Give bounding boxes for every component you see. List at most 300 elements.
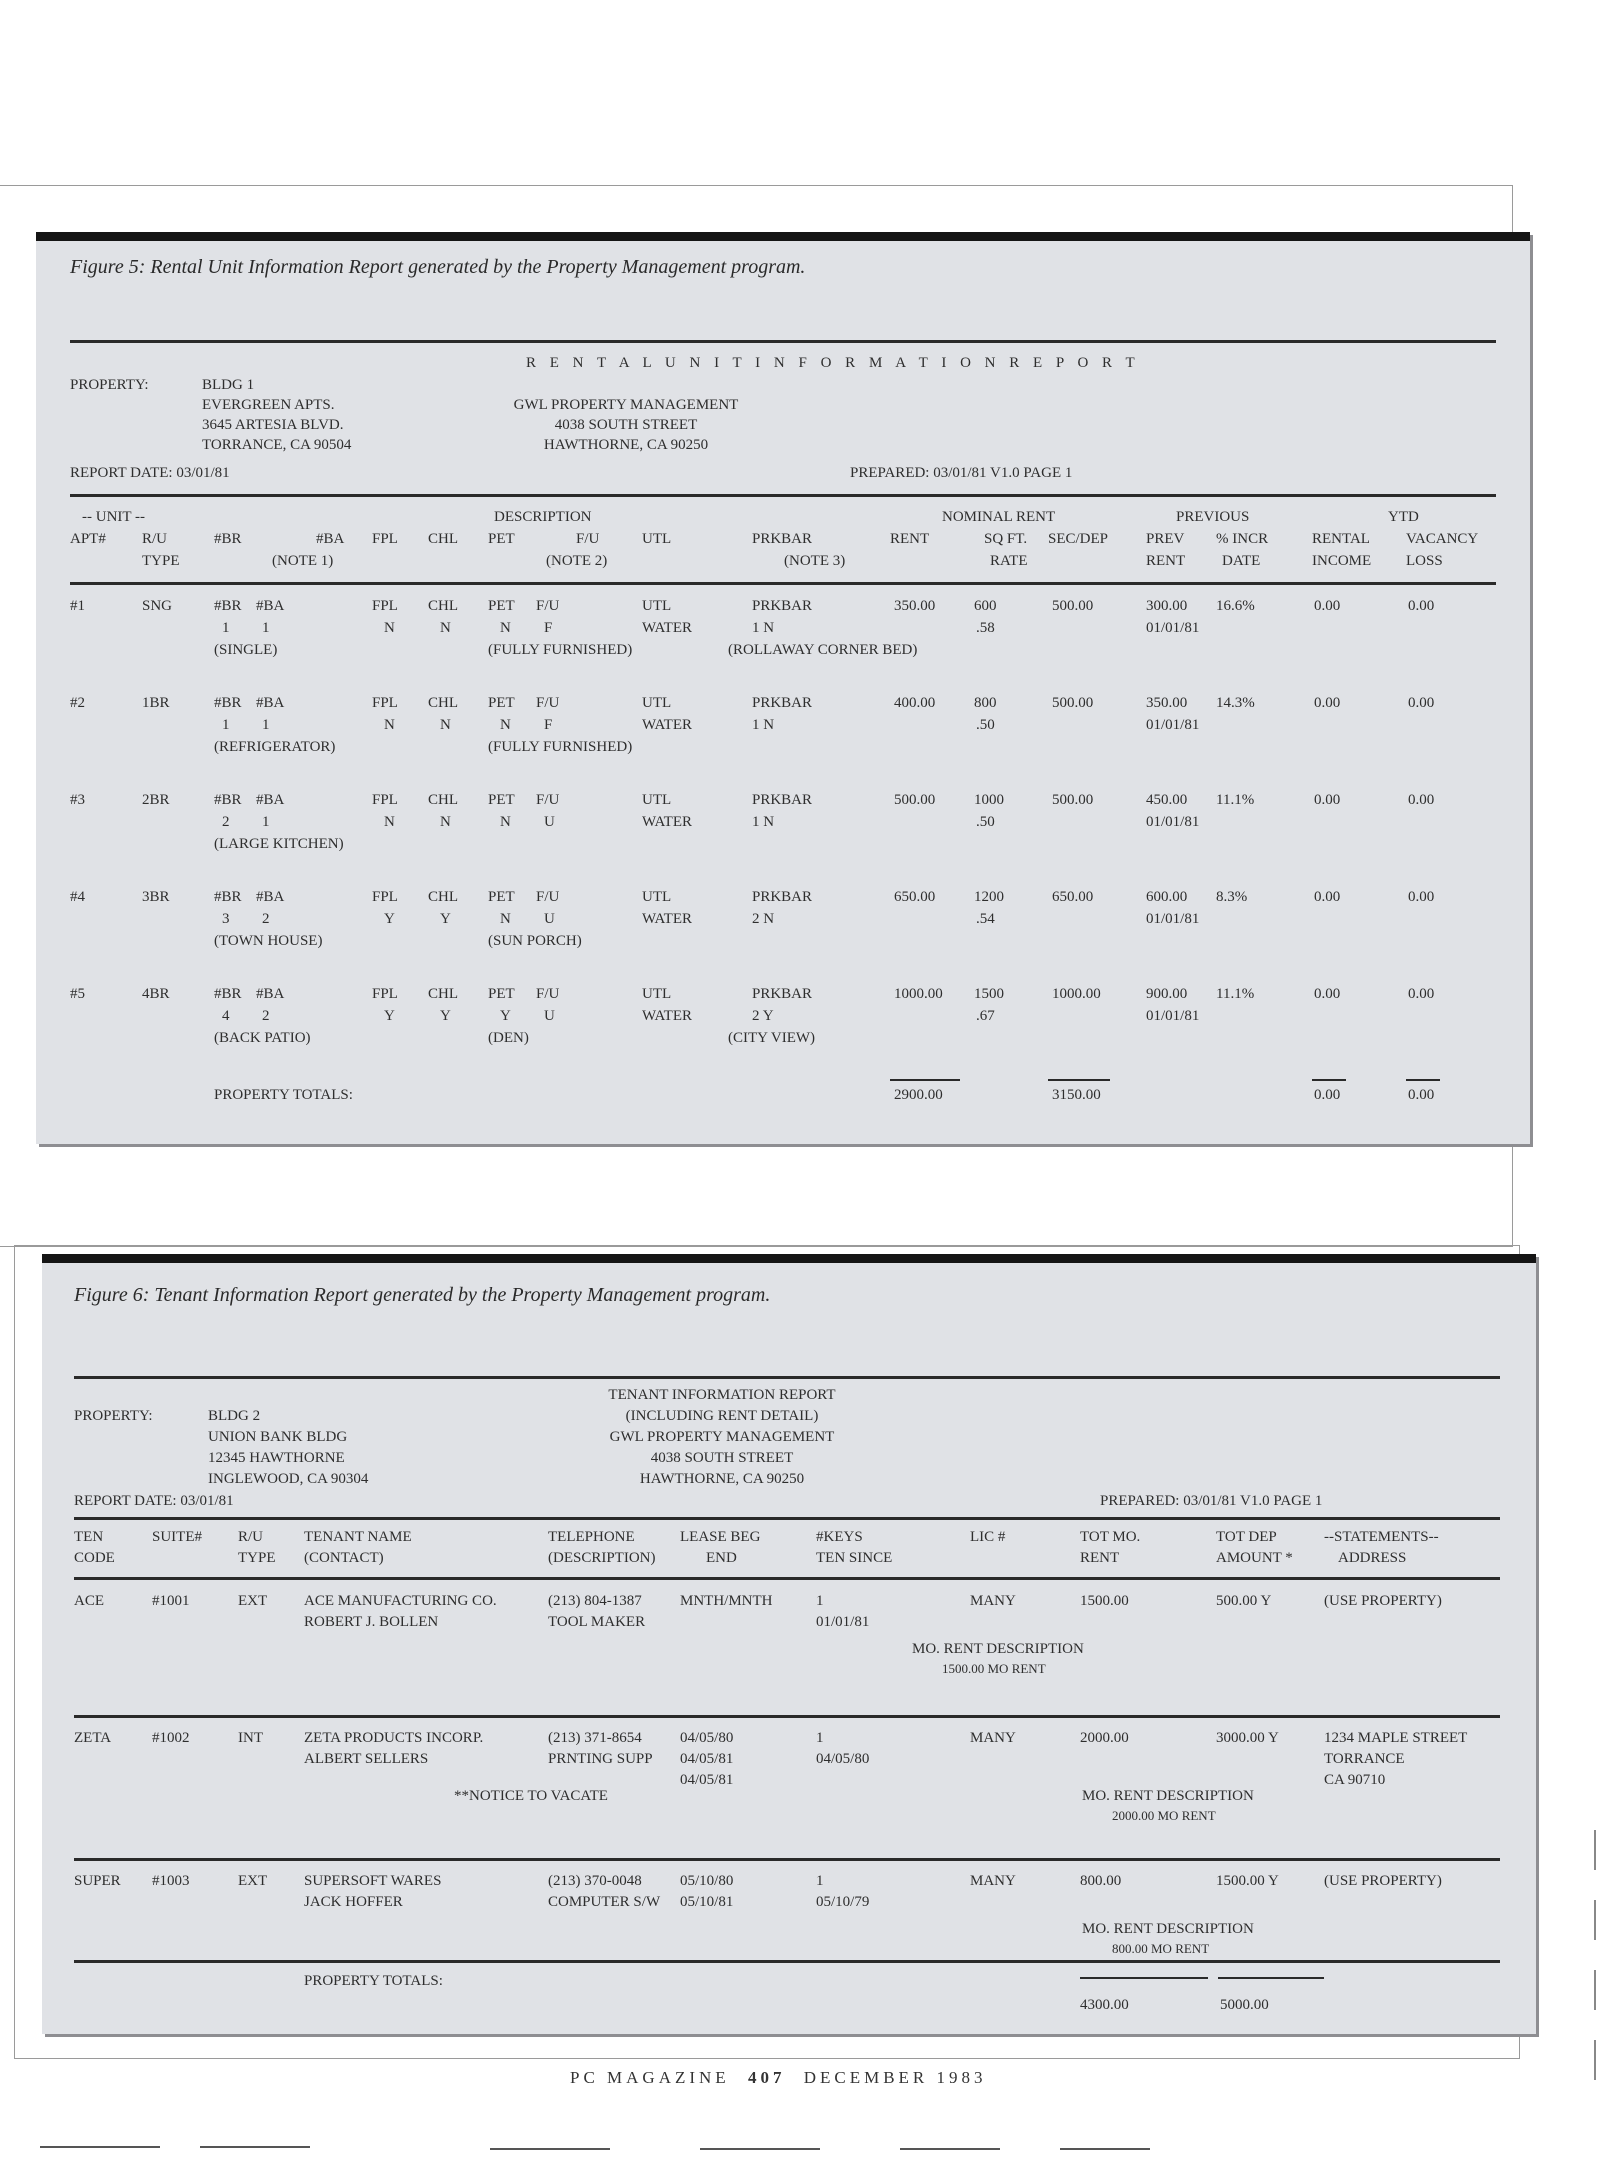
f5-sec: 500.00: [1052, 792, 1094, 808]
figure5-col-subheader: (NOTE 1): [272, 553, 334, 569]
f5-utl-label: UTL: [642, 986, 672, 1002]
f5-income: 0.00: [1314, 695, 1341, 711]
figure6-property-line: BLDG 2: [208, 1408, 261, 1424]
f6-lease: 04/05/80: [680, 1730, 734, 1746]
f6-lic: MANY: [970, 1730, 1016, 1746]
figure5-col-subheader: (NOTE 2): [546, 553, 608, 569]
f6-name: ACE MANUFACTURING CO.: [304, 1593, 497, 1609]
figure5-col-header: % INCR: [1216, 531, 1269, 547]
f5-ba: 1: [262, 620, 270, 636]
f6-since: 04/05/80: [816, 1751, 870, 1767]
f6-rent: 1500.00: [1080, 1593, 1129, 1609]
f6-code: ZETA: [74, 1730, 112, 1746]
figure6-col-header: TELEPHONE: [548, 1529, 635, 1545]
f6-contact: ALBERT SELLERS: [304, 1751, 429, 1767]
figure6-col-subheader: TYPE: [238, 1550, 276, 1566]
figure6-total-rule: [1218, 1977, 1324, 1979]
f5-pet-label: PET: [488, 695, 515, 711]
figure6-rule-3: [74, 1577, 1500, 1580]
f5-loss: 0.00: [1408, 598, 1435, 614]
figure6-title-line: TENANT INFORMATION REPORT: [608, 1387, 836, 1403]
f5-br-label: #BR: [214, 598, 242, 614]
f5-apt: #2: [70, 695, 85, 711]
f6-suite: #1001: [152, 1593, 190, 1609]
figure5-rule-1: [70, 340, 1496, 343]
f5-br: 3: [222, 911, 230, 927]
figure6-caption: Figure 6: Tenant Information Report generated by the Property Management program.: [74, 1284, 771, 1306]
footer-page-number: 407: [747, 2068, 786, 2087]
figure5-col-header: R/U: [142, 531, 168, 547]
figure6-prepared: PREPARED: 03/01/81 V1.0 PAGE 1: [1100, 1493, 1323, 1509]
figure6-property-line: UNION BANK BLDG: [208, 1429, 348, 1445]
f5-note2: (SUN PORCH): [488, 933, 582, 949]
figure6-property-line: INGLEWOOD, CA 90304: [208, 1471, 369, 1487]
figure5-property-label: PROPERTY:: [70, 377, 149, 393]
f5-utl: WATER: [642, 911, 692, 927]
figure6-report-date: REPORT DATE: 03/01/81: [74, 1493, 234, 1509]
f6-rent-desc-value: 800.00 MO RENT: [1112, 1941, 1210, 1956]
f5-prev: 300.00: [1146, 598, 1188, 614]
f6-suite: #1003: [152, 1873, 190, 1889]
f5-prk-label: PRKBAR: [752, 695, 813, 711]
f6-keys: 1: [816, 1730, 824, 1746]
figure5-col-subheader: (NOTE 3): [784, 553, 846, 569]
f5-prk-label: PRKBAR: [752, 889, 813, 905]
f5-utl: WATER: [642, 1008, 692, 1024]
footer-date: DECEMBER 1983: [803, 2068, 987, 2087]
f5-prk-label: PRKBAR: [752, 986, 813, 1002]
f5-date: 01/01/81: [1146, 620, 1200, 636]
figure5-totals-label: PROPERTY TOTALS:: [214, 1087, 353, 1103]
figure6-col-header: TOT MO.: [1080, 1529, 1141, 1545]
figure6-property-label: PROPERTY:: [74, 1408, 153, 1424]
f5-prev: 350.00: [1146, 695, 1188, 711]
scan-artifact: [700, 2148, 820, 2150]
f5-br: 4: [222, 1008, 230, 1024]
footer-magazine: PC MAGAZINE: [570, 2068, 730, 2087]
figure6-col-header: --STATEMENTS--: [1324, 1529, 1439, 1545]
f5-ba: 2: [262, 1008, 270, 1024]
f6-lic: MANY: [970, 1873, 1016, 1889]
f5-fpl-label: FPL: [372, 792, 398, 808]
f6-end: 04/05/81: [680, 1751, 734, 1767]
figure6-rule-totals: [74, 1960, 1500, 1963]
figure5-col-subheader: RENT: [1146, 553, 1186, 569]
f6-since: 01/01/81: [816, 1614, 870, 1630]
f6-phone: (213) 804-1387: [548, 1593, 642, 1609]
f6-desc: PRNTING SUPP: [548, 1751, 653, 1767]
f6-lic: MANY: [970, 1593, 1016, 1609]
figure6-totals-label: PROPERTY TOTALS:: [304, 1973, 443, 1989]
f5-chl-label: CHL: [428, 792, 458, 808]
scan-artifact: [1060, 2148, 1150, 2150]
figure5-col-subheader: INCOME: [1312, 553, 1372, 569]
f6-keys: 1: [816, 1873, 824, 1889]
figure6-title-line: GWL PROPERTY MANAGEMENT: [609, 1429, 835, 1445]
f6-dep: 1500.00 Y: [1216, 1873, 1279, 1889]
f5-type: 2BR: [142, 792, 170, 808]
f5-incr: 14.3%: [1216, 695, 1255, 711]
f5-chl-label: CHL: [428, 889, 458, 905]
f6-keys: 1: [816, 1593, 824, 1609]
figure5-total-rent: 2900.00: [894, 1087, 943, 1103]
f5-loss: 0.00: [1408, 986, 1435, 1002]
f5-apt: #4: [70, 889, 85, 905]
f5-fu-label: F/U: [536, 889, 560, 905]
scan-artifact: [900, 2148, 1000, 2150]
figure5-col-header: VACANCY: [1406, 531, 1479, 547]
f5-fu-label: F/U: [536, 792, 560, 808]
figure5-property-line: 3645 ARTESIA BLVD.: [202, 417, 344, 433]
f5-sec: 1000.00: [1052, 986, 1101, 1002]
f6-addr1: (USE PROPERTY): [1324, 1593, 1442, 1609]
figure6-col-header: LEASE BEG: [680, 1529, 761, 1545]
f6-desc: TOOL MAKER: [548, 1614, 646, 1630]
f5-fpl-label: FPL: [372, 598, 398, 614]
figure6-panel: [42, 1254, 1536, 2034]
f5-type: 3BR: [142, 889, 170, 905]
f5-rent: 400.00: [894, 695, 936, 711]
figure6-rule-1: [74, 1376, 1500, 1379]
figure5-report-date: REPORT DATE: 03/01/81: [70, 465, 230, 481]
figure5-col-header: RENT: [890, 531, 930, 547]
figure5-col-header: #BA: [316, 531, 345, 547]
f5-chl: Y: [440, 911, 451, 927]
f5-br: 2: [222, 814, 230, 830]
f5-utl: WATER: [642, 717, 692, 733]
figure5-group-header: NOMINAL RENT: [942, 509, 1056, 525]
f5-utl-label: UTL: [642, 792, 672, 808]
figure6-col-subheader: RENT: [1080, 1550, 1120, 1566]
f5-prk: 1 N: [752, 814, 775, 830]
f5-fpl: Y: [384, 1008, 395, 1024]
f5-type: 1BR: [142, 695, 170, 711]
f6-rent: 2000.00: [1080, 1730, 1129, 1746]
f6-rent-desc-label: MO. RENT DESCRIPTION: [1082, 1921, 1254, 1937]
figure5-company-line: HAWTHORNE, CA 90250: [543, 437, 709, 453]
f6-dep: 3000.00 Y: [1216, 1730, 1279, 1746]
f5-rate: .67: [976, 1008, 995, 1024]
f5-note1: (REFRIGERATOR): [214, 739, 336, 755]
figure6-title-line: (INCLUDING RENT DETAIL): [625, 1408, 819, 1424]
figure5-report-title: R E N T A L U N I T I N F O R M A T I O N R E P O R T: [526, 355, 1140, 371]
f5-incr: 8.3%: [1216, 889, 1248, 905]
f5-sec: 500.00: [1052, 598, 1094, 614]
figure6-col-header: #KEYS: [816, 1529, 863, 1545]
figure6-col-subheader: END: [706, 1550, 737, 1566]
figure5-col-header: APT#: [70, 531, 106, 547]
figure5-property-line: BLDG 1: [202, 377, 255, 393]
f6-type: EXT: [238, 1593, 268, 1609]
f5-utl: WATER: [642, 620, 692, 636]
scan-artifact: [40, 2146, 160, 2148]
f6-desc: COMPUTER S/W: [548, 1894, 661, 1910]
f5-utl-label: UTL: [642, 889, 672, 905]
figure6-col-header: LIC #: [970, 1529, 1006, 1545]
f6-code: ACE: [74, 1593, 104, 1609]
f5-ba-label: #BA: [256, 986, 285, 1002]
figure6-rule-2: [74, 1517, 1500, 1520]
f6-contact: JACK HOFFER: [304, 1894, 403, 1910]
f5-incr: 11.1%: [1216, 986, 1255, 1002]
f6-suite: #1002: [152, 1730, 190, 1746]
f6-name: ZETA PRODUCTS INCORP.: [304, 1730, 484, 1746]
f5-sqft: 1200: [974, 889, 1004, 905]
f5-prk: 1 N: [752, 717, 775, 733]
figure6-total-dep: 5000.00: [1220, 1997, 1269, 2013]
f5-date: 01/01/81: [1146, 717, 1200, 733]
f5-ba-label: #BA: [256, 695, 285, 711]
figure6-col-header: TENANT NAME: [304, 1529, 412, 1545]
figure5-rule-2: [70, 494, 1496, 497]
f5-rate: .50: [976, 814, 995, 830]
f6-contact: ROBERT J. BOLLEN: [304, 1614, 439, 1630]
f5-apt: #3: [70, 792, 85, 808]
figure6-row-rule: [74, 1858, 1500, 1861]
f5-rate: .50: [976, 717, 995, 733]
scan-artifact: [1594, 2040, 1596, 2080]
figure5-col-header: RENTAL: [1312, 531, 1370, 547]
f5-date: 01/01/81: [1146, 911, 1200, 927]
f5-prev: 450.00: [1146, 792, 1188, 808]
f5-sqft: 1500: [974, 986, 1004, 1002]
f5-fu: U: [544, 1008, 555, 1024]
figure5-col-subheader: LOSS: [1406, 553, 1443, 569]
f5-pet-label: PET: [488, 889, 515, 905]
figure5-group-header: PREVIOUS: [1176, 509, 1250, 525]
f5-chl: N: [440, 620, 451, 636]
figure6-col-header: TEN: [74, 1529, 104, 1545]
f5-date: 01/01/81: [1146, 814, 1200, 830]
f5-note1: (BACK PATIO): [214, 1030, 311, 1046]
f5-fu-label: F/U: [536, 598, 560, 614]
f5-ba: 1: [262, 814, 270, 830]
f6-rent-desc-label: MO. RENT DESCRIPTION: [912, 1641, 1084, 1657]
figure5-total-rule: [890, 1079, 960, 1081]
f5-incr: 16.6%: [1216, 598, 1255, 614]
f5-utl-label: UTL: [642, 695, 672, 711]
figure5-total-sec: 3150.00: [1052, 1087, 1101, 1103]
f5-ba-label: #BA: [256, 792, 285, 808]
f6-name: SUPERSOFT WARES: [304, 1873, 442, 1889]
figure5-col-subheader: RATE: [990, 553, 1028, 569]
f5-prev: 900.00: [1146, 986, 1188, 1002]
figure5-total-rule: [1048, 1079, 1110, 1081]
f5-br: 1: [222, 620, 230, 636]
scan-artifact: [1594, 1970, 1596, 2010]
figure6-col-header: SUITE#: [152, 1529, 202, 1545]
f6-phone: (213) 370-0048: [548, 1873, 642, 1889]
f5-apt: #1: [70, 598, 85, 614]
f5-ba: 2: [262, 911, 270, 927]
figure5-col-header: F/U: [576, 531, 600, 547]
figure6-topbar: [42, 1254, 1536, 1263]
f5-income: 0.00: [1314, 889, 1341, 905]
f5-prk: 2 N: [752, 911, 775, 927]
f5-pet: N: [500, 620, 511, 636]
f5-fu-label: F/U: [536, 695, 560, 711]
f5-type: 4BR: [142, 986, 170, 1002]
f5-fpl: N: [384, 717, 395, 733]
figure5-total-income: 0.00: [1314, 1087, 1341, 1103]
figure5-col-header: UTL: [642, 531, 672, 547]
f6-end2: 04/05/81: [680, 1772, 734, 1788]
f6-rent: 800.00: [1080, 1873, 1122, 1889]
f5-note2: (FULLY FURNISHED): [488, 642, 633, 658]
f5-br-label: #BR: [214, 792, 242, 808]
f5-note2: (FULLY FURNISHED): [488, 739, 633, 755]
figure6-title-line: 4038 SOUTH STREET: [650, 1450, 794, 1466]
figure6-row-rule: [74, 1715, 1500, 1718]
f5-utl: WATER: [642, 814, 692, 830]
figure5-col-header: #BR: [214, 531, 242, 547]
f6-since: 05/10/79: [816, 1894, 870, 1910]
figure6-col-subheader: CODE: [74, 1550, 115, 1566]
figure5-col-subheader: TYPE: [142, 553, 180, 569]
f5-utl-label: UTL: [642, 598, 672, 614]
figure5-rule-3: [70, 582, 1496, 585]
scan-artifact: [200, 2146, 310, 2148]
figure6-total-rent: 4300.00: [1080, 1997, 1129, 2013]
f5-chl-label: CHL: [428, 986, 458, 1002]
f5-note1: (SINGLE): [214, 642, 278, 658]
f5-fu: U: [544, 814, 555, 830]
f5-sqft: 1000: [974, 792, 1004, 808]
figure5-topbar: [36, 232, 1530, 241]
f5-br-label: #BR: [214, 986, 242, 1002]
f5-ba: 1: [262, 717, 270, 733]
f5-br-label: #BR: [214, 695, 242, 711]
f5-chl-label: CHL: [428, 598, 458, 614]
figure5-company-line: GWL PROPERTY MANAGEMENT: [513, 397, 739, 413]
f5-fpl-label: FPL: [372, 889, 398, 905]
f5-prk: 2 Y: [752, 1008, 774, 1024]
f6-type: INT: [238, 1730, 263, 1746]
f6-phone: (213) 371-8654: [548, 1730, 642, 1746]
figure5-col-header: PRKBAR: [752, 531, 813, 547]
f5-br: 1: [222, 717, 230, 733]
f5-fu-label: F/U: [536, 986, 560, 1002]
figure5-prepared: PREPARED: 03/01/81 V1.0 PAGE 1: [850, 465, 1073, 481]
f6-addr2: TORRANCE: [1324, 1751, 1405, 1767]
f5-fpl-label: FPL: [372, 695, 398, 711]
f5-note2: (DEN): [488, 1030, 529, 1046]
f5-pet-label: PET: [488, 986, 515, 1002]
figure5-total-loss: 0.00: [1408, 1087, 1435, 1103]
f5-prev: 600.00: [1146, 889, 1188, 905]
figure5-company-line: 4038 SOUTH STREET: [554, 417, 698, 433]
figure5-total-rule: [1312, 1079, 1346, 1081]
f5-loss: 0.00: [1408, 792, 1435, 808]
figure5-col-header: SEC/DEP: [1048, 531, 1109, 547]
f6-notice: **NOTICE TO VACATE: [454, 1788, 608, 1804]
f5-fpl-label: FPL: [372, 986, 398, 1002]
figure5-property-line: TORRANCE, CA 90504: [202, 437, 352, 453]
f5-rent: 350.00: [894, 598, 936, 614]
f6-rent-desc-label: MO. RENT DESCRIPTION: [1082, 1788, 1254, 1804]
f5-prk-label: PRKBAR: [752, 792, 813, 808]
f5-note1: (LARGE KITCHEN): [214, 836, 344, 852]
f5-note1: (TOWN HOUSE): [214, 933, 323, 949]
f6-dep: 500.00 Y: [1216, 1593, 1272, 1609]
f5-rent: 1000.00: [894, 986, 943, 1002]
f5-fu: U: [544, 911, 555, 927]
f5-fpl: N: [384, 814, 395, 830]
figure5-col-header: PREV: [1146, 531, 1185, 547]
figure5-caption: Figure 5: Rental Unit Information Report generated by the Property Management program.: [70, 256, 806, 278]
f5-pet: Y: [500, 1008, 511, 1024]
figure6-col-subheader: (DESCRIPTION): [548, 1550, 656, 1566]
figure5-col-subheader: DATE: [1222, 553, 1261, 569]
f6-code: SUPER: [74, 1873, 121, 1889]
f6-lease: 05/10/80: [680, 1873, 734, 1889]
f5-sqft: 800: [974, 695, 997, 711]
figure6-property-line: 12345 HAWTHORNE: [208, 1450, 345, 1466]
f5-type: SNG: [142, 598, 173, 614]
f5-fu: F: [544, 717, 553, 733]
f5-pet: N: [500, 911, 511, 927]
f5-date: 01/01/81: [1146, 1008, 1200, 1024]
page-footer: [570, 2068, 987, 2088]
f5-income: 0.00: [1314, 598, 1341, 614]
scan-artifact: [1594, 1830, 1596, 1870]
figure5-property-line: EVERGREEN APTS.: [202, 397, 335, 413]
figure6-title-line: HAWTHORNE, CA 90250: [639, 1471, 805, 1487]
f5-ba-label: #BA: [256, 889, 285, 905]
f6-addr1: 1234 MAPLE STREET: [1324, 1730, 1468, 1746]
f6-addr1: (USE PROPERTY): [1324, 1873, 1442, 1889]
f5-fpl: N: [384, 620, 395, 636]
f5-fu: F: [544, 620, 553, 636]
figure5-group-header: DESCRIPTION: [494, 509, 592, 525]
f5-pet: N: [500, 814, 511, 830]
f5-prk: 1 N: [752, 620, 775, 636]
f5-prk-label: PRKBAR: [752, 598, 813, 614]
scan-artifact: [490, 2148, 610, 2150]
f5-rent: 500.00: [894, 792, 936, 808]
f6-addr3: CA 90710: [1324, 1772, 1386, 1788]
f5-pet-label: PET: [488, 598, 515, 614]
figure5-group-header: -- UNIT --: [82, 509, 146, 525]
f5-fpl: Y: [384, 911, 395, 927]
f5-note3: (ROLLAWAY CORNER BED): [728, 642, 918, 658]
f5-income: 0.00: [1314, 792, 1341, 808]
f5-sqft: 600: [974, 598, 997, 614]
figure6-total-rule: [1080, 1977, 1208, 1979]
f5-chl: N: [440, 814, 451, 830]
f6-rent-desc-value: 1500.00 MO RENT: [942, 1661, 1046, 1676]
scan-artifact: [1594, 1900, 1596, 1940]
f5-chl: Y: [440, 1008, 451, 1024]
figure6-col-subheader: (CONTACT): [304, 1550, 384, 1566]
figure6-col-subheader: ADDRESS: [1338, 1550, 1407, 1566]
f5-sec: 650.00: [1052, 889, 1094, 905]
f6-type: EXT: [238, 1873, 268, 1889]
figure6-col-header: R/U: [238, 1529, 264, 1545]
f6-end: 05/10/81: [680, 1894, 734, 1910]
figure5-group-header: YTD: [1388, 509, 1419, 525]
f5-chl: N: [440, 717, 451, 733]
f6-lease: MNTH/MNTH: [680, 1593, 773, 1609]
f5-sec: 500.00: [1052, 695, 1094, 711]
figure5-total-rule: [1406, 1079, 1440, 1081]
figure6-col-header: TOT DEP: [1216, 1529, 1277, 1545]
f5-rate: .58: [976, 620, 995, 636]
figure5-col-header: FPL: [372, 531, 398, 547]
figure5-col-header: SQ FT.: [984, 531, 1028, 547]
f5-br-label: #BR: [214, 889, 242, 905]
figure6-col-subheader: TEN SINCE: [816, 1550, 893, 1566]
